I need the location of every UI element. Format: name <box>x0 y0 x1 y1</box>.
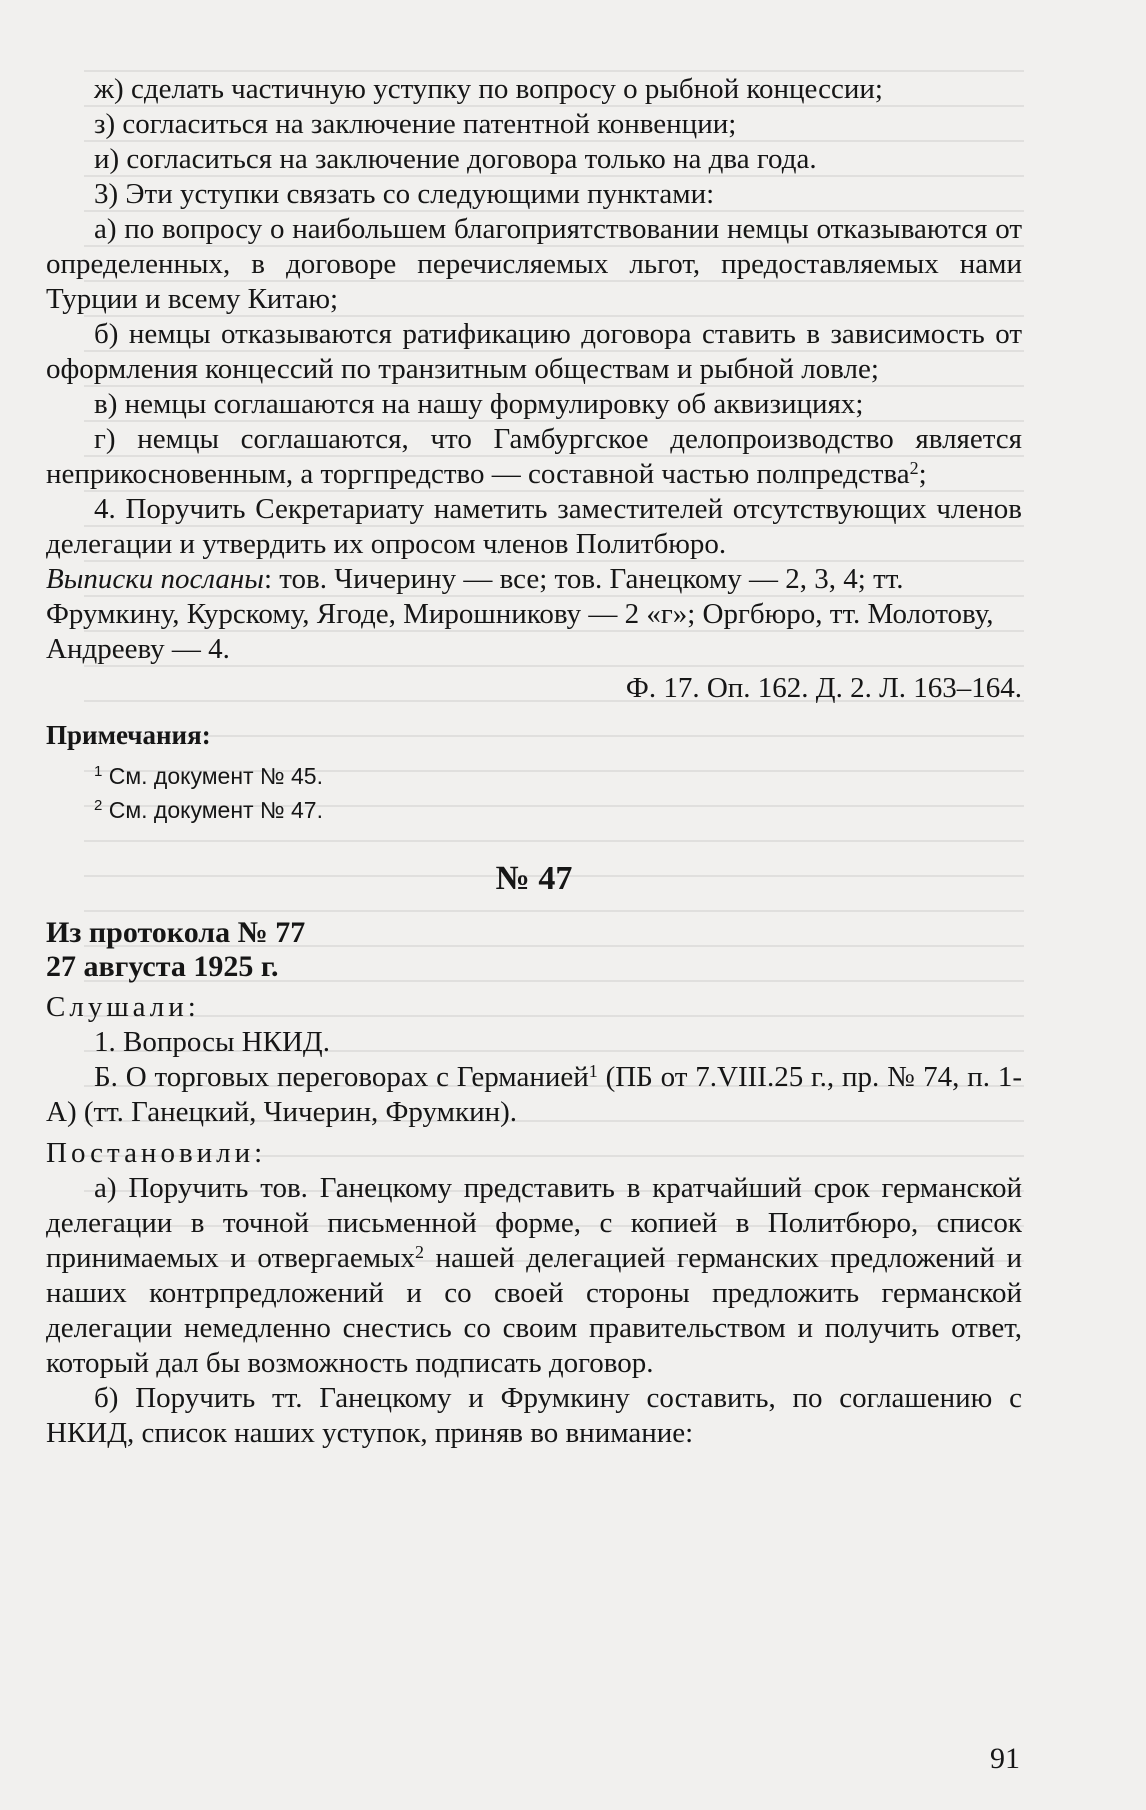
item-g-text: г) немцы соглашаются, что Гамбургское делопроизводство является неприкосновенным, а торгпредство — составной частью полпредства <box>46 423 1022 490</box>
footnote-mark: 2 <box>909 458 919 478</box>
footnote-mark: 2 <box>415 1242 425 1262</box>
protocol-date: 27 августа 1925 г. <box>46 950 279 983</box>
resolution-a-rest: нашей делегацией германских предложений и наших контрпредложений и со своей стороны предложить германской делегации немедленно снестись со своим правительством и получить ответ, который дал бы возможность подписать договор. <box>46 1242 1022 1379</box>
footnote-mark: 1 <box>588 1061 598 1081</box>
point-4: 4. Поручить Секретариату наметить заместителей отсутствующих членов делегации и утвердить их опросом членов Политбюро. <box>46 493 1022 560</box>
extracts-label: Выписки посланы <box>46 563 264 595</box>
item-zh: ж) сделать частичную уступку по вопросу о рыбной концессии; <box>94 73 883 105</box>
resolution-a <box>46 1171 1022 1381</box>
item-i: и) согласиться на заключение договора только на два года. <box>94 143 817 175</box>
page-number: 91 <box>990 1742 1020 1775</box>
notes-title: Примечания: <box>46 720 211 750</box>
note-number: 2 <box>94 797 103 814</box>
document-page <box>46 72 1022 1451</box>
item-a: а) по вопросу о наибольшем благоприятствовании немцы отказываются от определенных, в договоре перечисляемых льгот, предоставляемых нами Турции и всему Китаю; <box>46 213 1022 315</box>
note-2 <box>94 793 1022 827</box>
item-b: б) немцы отказываются ратификацию договора ставить в зависимость от оформления концессий по транзитным обществам и рыбной ловле; <box>46 318 1022 385</box>
protocol-header: Из протокола № 77 <box>46 916 306 949</box>
extracts-sent <box>46 562 1022 667</box>
item-g: г) немцы соглашаются, что Гамбургское делопроизводство является неприкосновенным, а торгпредство — составной частью полпредства$^2$; <box>46 423 1022 490</box>
resolution-b: б) Поручить тт. Ганецкому и Фрумкину составить, по соглашению с НКИД, список наших уступок, приняв во внимание: <box>46 1382 1022 1449</box>
item-b-rest: (ПБ от 7.VIII.25 г., пр. № 74, п. 1-А) (тт. Ганецкий, Чичерин, Фрумкин). <box>46 1061 1022 1128</box>
note-1 <box>94 759 1022 793</box>
listened-label: Слушали: <box>46 991 200 1023</box>
point-3: 3) Эти уступки связать со следующими пунктами: <box>94 178 715 210</box>
item-v: в) немцы соглашаются на нашу формулировку об аквизициях; <box>94 388 864 420</box>
note-number: 1 <box>94 763 103 780</box>
item-b-text: Б. О торговых переговорах с Германией <box>94 1061 589 1093</box>
archive-reference: Ф. 17. Оп. 162. Д. 2. Л. 163–164. <box>625 672 1022 704</box>
listened-item-b <box>46 1060 1022 1130</box>
document-number: № 47 <box>495 860 573 897</box>
note-text: См. документ № 45. <box>108 763 323 789</box>
listened-item-1: 1. Вопросы НКИД. <box>94 1026 330 1058</box>
note-text: См. документ № 47. <box>108 797 323 823</box>
extracts-text: : тов. Чичерину — все; тов. Ганецкому — 2, 3, 4; тт. Фрумкину, Курскому, Ягоде, Мирошникову — 2 «г»; Оргбюро, тт. Молотову, Андрееву — 4. <box>46 563 994 665</box>
resolved-label: Постановили: <box>46 1137 267 1169</box>
item-z: з) согласиться на заключение патентной конвенции; <box>94 108 737 140</box>
resolution-a-text: а) Поручить тов. Ганецкому представить в кратчайший срок германской делегации в точной письменной форме, с копией в Политбюро, список принимаемых и отвергаемых <box>46 1172 1022 1274</box>
